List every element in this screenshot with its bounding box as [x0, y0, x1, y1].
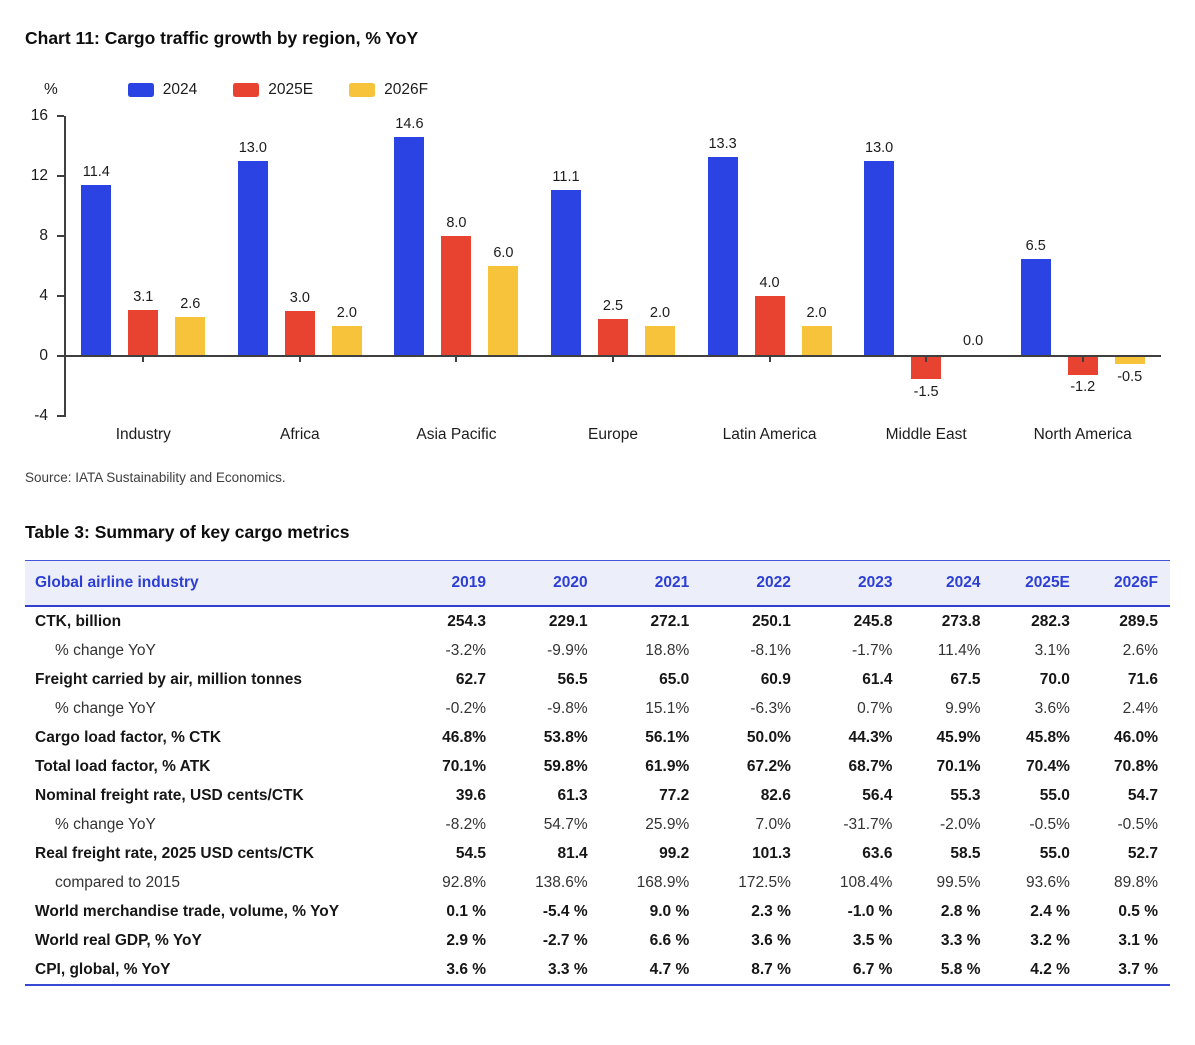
- table-cell-value: 25.9%: [645, 815, 690, 833]
- table-cell-value: 52.7: [1127, 844, 1158, 862]
- table-row-label: % change YoY: [55, 641, 156, 659]
- table-cell-value: -6.3%: [750, 699, 791, 717]
- bar-2026f-europe: [645, 326, 675, 356]
- bar-2026f-north-america: [1115, 357, 1145, 365]
- table-cell-value: 46.0%: [1114, 728, 1158, 746]
- table-cell-value: 45.8%: [1025, 728, 1070, 746]
- table-cell-value: 2.6%: [1122, 641, 1158, 659]
- bar-value-label: 3.1: [133, 288, 154, 305]
- table-cell-value: 7.0%: [755, 815, 791, 833]
- y-axis-tick-label: 12: [30, 167, 48, 184]
- table-row: [25, 636, 1170, 665]
- bar-2026f-industry: [175, 317, 205, 356]
- table-cell-value: 89.8%: [1114, 873, 1158, 891]
- table-cell-value: 4.2 %: [1030, 960, 1070, 978]
- 2024-legend-swatch: [128, 83, 154, 97]
- x-axis-tick-mark: [455, 356, 457, 362]
- table-cell-value: 61.9%: [645, 757, 690, 775]
- table-cell-value: 44.3%: [848, 728, 893, 746]
- table-cell-value: 0.1 %: [446, 902, 487, 920]
- y-axis-tick-mark: [57, 115, 64, 117]
- table-cell-value: 62.7: [455, 670, 487, 688]
- table-cell-value: 54.7%: [543, 815, 588, 833]
- bar-2025e-industry: [128, 310, 158, 357]
- table-cell-value: 245.8: [853, 612, 893, 630]
- table-cell-value: 70.1%: [442, 757, 487, 775]
- bar-2026f-africa: [332, 326, 362, 356]
- table-cell-value: -9.9%: [547, 641, 588, 659]
- 2025e-legend-swatch: [233, 83, 259, 97]
- table-cell-value: 63.6: [862, 844, 893, 862]
- table-cell-value: 3.3 %: [548, 960, 588, 978]
- table-row: [25, 839, 1170, 868]
- table-row-label: % change YoY: [55, 815, 156, 833]
- table-cell-value: 70.8%: [1114, 757, 1158, 775]
- legend-item: [349, 81, 428, 99]
- x-axis-label: Latin America: [722, 426, 817, 443]
- table-cell-value: 54.7: [1127, 786, 1158, 804]
- bar-2024-latin-america: [708, 157, 738, 357]
- table-row: [25, 955, 1170, 985]
- y-axis-tick-label: -4: [34, 407, 48, 424]
- table-cell-value: 172.5%: [738, 873, 791, 891]
- bar-value-label: -1.2: [1070, 379, 1096, 395]
- bar-value-label: 13.3: [708, 135, 737, 152]
- table-cell-value: -0.5%: [1029, 815, 1070, 833]
- bar-value-label: -0.5: [1117, 368, 1143, 385]
- table-header-cell: 2021: [654, 574, 690, 591]
- bar-value-label: 11.4: [82, 164, 110, 180]
- table-header-cell: 2026F: [1114, 574, 1158, 591]
- table-cell-value: -1.7%: [851, 641, 893, 659]
- y-axis-tick-mark: [57, 235, 64, 237]
- bar-value-label: 6.0: [493, 245, 514, 261]
- table-cell-value: 99.5%: [936, 873, 981, 891]
- table-row: [25, 752, 1170, 781]
- table-row-label: compared to 2015: [55, 873, 180, 891]
- table-row: [25, 926, 1170, 955]
- table-cell-value: 3.6%: [1034, 699, 1070, 717]
- table-cell-value: -8.2%: [445, 815, 487, 833]
- table-cell-value: 3.2 %: [1030, 931, 1070, 949]
- table-cell-value: -9.8%: [547, 699, 588, 717]
- table-cell-value: 3.3 %: [940, 931, 981, 949]
- table-header-cell: Global airline industry: [35, 574, 199, 591]
- table-cell-value: 3.7 %: [1118, 960, 1158, 978]
- bar-value-label: 2.0: [649, 305, 671, 321]
- table-cell-value: 56.4: [862, 786, 893, 804]
- table-header-cell: 2024: [946, 574, 981, 591]
- table-row-label: Cargo load factor, % CTK: [35, 728, 222, 746]
- table-cell-value: 61.3: [557, 786, 588, 804]
- table-cell-value: 2.4 %: [1030, 902, 1070, 920]
- y-axis-tick-label: 0: [39, 347, 48, 364]
- bar-value-label: 0.0: [963, 333, 984, 349]
- chart-legend-row: [44, 80, 1195, 100]
- x-axis-tick-mark: [1082, 356, 1084, 362]
- table-cell-value: 65.0: [659, 670, 690, 688]
- table-cell-value: 70.1%: [936, 757, 981, 775]
- table-cell-value: 70.0: [1039, 670, 1070, 688]
- y-axis-tick-mark: [57, 355, 64, 357]
- table-cell-value: 82.6: [760, 786, 791, 804]
- table-cell-value: 138.6%: [535, 873, 588, 891]
- bar-2025e-asia-pacific: [441, 236, 471, 356]
- table-cell-value: 6.6 %: [649, 931, 690, 949]
- table-cell-value: 58.5: [950, 844, 981, 862]
- table-cell-value: 6.7 %: [852, 960, 893, 978]
- table-cell-value: 254.3: [447, 612, 487, 630]
- table-cell-value: -3.2%: [445, 641, 487, 659]
- x-axis-tick-mark: [299, 356, 301, 362]
- table-header-cell: 2022: [756, 574, 791, 591]
- bar-value-label: 2.5: [602, 297, 624, 314]
- table-header-cell: 2025E: [1025, 574, 1070, 591]
- table-row: [25, 723, 1170, 752]
- table-cell-value: 11.4%: [937, 641, 981, 659]
- table-row: [25, 606, 1170, 636]
- table-cell-value: 53.8%: [543, 728, 588, 746]
- bar-2024-middle-east: [864, 161, 894, 356]
- table-row: [25, 897, 1170, 926]
- table-cell-value: 56.5: [557, 670, 588, 688]
- table-cell-value: 55.3: [950, 786, 981, 804]
- y-axis-tick-mark: [57, 175, 64, 177]
- table-cell-value: 229.1: [548, 612, 588, 630]
- legend-label: 2025E: [268, 81, 314, 98]
- y-axis-tick-label: 8: [39, 227, 48, 244]
- bar-value-label: 4.0: [759, 275, 780, 291]
- table-cell-value: 0.5 %: [1118, 902, 1158, 920]
- 2026f-legend-swatch: [349, 83, 375, 97]
- legend-label: 2024: [162, 81, 198, 98]
- bar-value-label: 2.0: [336, 305, 357, 321]
- table-cell-value: -0.5%: [1117, 815, 1158, 833]
- table-row-label: % change YoY: [55, 699, 156, 717]
- table-cell-value: 8.7 %: [751, 960, 791, 978]
- table-cell-value: 61.4: [862, 670, 893, 688]
- legend-item: [128, 81, 197, 99]
- cargo-metrics-table: [25, 560, 1170, 986]
- table-cell-value: 3.1 %: [1118, 931, 1158, 949]
- table-cell-value: 71.6: [1127, 670, 1158, 688]
- bar-value-label: 2.0: [806, 305, 827, 321]
- table-cell-value: 92.8%: [442, 873, 487, 891]
- table-cell-value: -1.0 %: [847, 902, 893, 920]
- table-cell-value: 2.9 %: [446, 931, 487, 949]
- table-cell-value: 168.9%: [636, 873, 690, 891]
- bar-2024-north-america: [1021, 259, 1051, 357]
- bar-value-label: -1.5: [913, 383, 939, 400]
- table-cell-value: 0.7%: [857, 699, 893, 717]
- table-cell-value: 93.6%: [1025, 873, 1070, 891]
- table-cell-value: 56.1%: [645, 728, 690, 746]
- bar-value-label: 3.0: [289, 290, 310, 306]
- chart-source: Source: IATA Sustainability and Economics.: [25, 470, 286, 485]
- x-axis-tick-mark: [612, 356, 614, 362]
- y-axis-tick-mark: [57, 415, 64, 417]
- bar-value-label: 8.0: [446, 215, 467, 231]
- table-cell-value: 81.4: [557, 844, 588, 862]
- table-cell-value: 9.0 %: [649, 902, 690, 920]
- table-cell-value: 289.5: [1119, 612, 1158, 630]
- bar-2025e-europe: [598, 319, 628, 357]
- table-row: [25, 665, 1170, 694]
- table-cell-value: 46.8%: [442, 728, 487, 746]
- table-cell-value: 55.0: [1039, 786, 1070, 804]
- y-axis-tick-label: 4: [39, 287, 48, 304]
- chart-legend: [128, 81, 464, 99]
- table-title: Table 3: Summary of key cargo metrics: [25, 522, 350, 542]
- table-cell-value: -2.7 %: [542, 931, 588, 949]
- table-cell-value: 3.5 %: [852, 931, 893, 949]
- table-cell-value: 77.2: [659, 786, 690, 804]
- x-axis-label: Asia Pacific: [416, 426, 497, 443]
- bar-value-label: 6.5: [1025, 237, 1046, 254]
- table-cell-value: 2.3 %: [751, 902, 791, 920]
- table-cell-value: 2.8 %: [940, 902, 981, 920]
- table-header-row: [25, 561, 1170, 607]
- table-row-label: Real freight rate, 2025 USD cents/CTK: [35, 844, 315, 862]
- bar-2026f-asia-pacific: [488, 266, 518, 356]
- x-axis-label: Middle East: [885, 426, 967, 443]
- table-cell-value: 68.7%: [848, 757, 893, 775]
- table-cell-value: -8.1%: [750, 641, 791, 659]
- table-row-label: Nominal freight rate, USD cents/CTK: [35, 786, 304, 804]
- table-cell-value: 50.0%: [746, 728, 791, 746]
- table-row: [25, 781, 1170, 810]
- bar-2025e-africa: [285, 311, 315, 356]
- table-cell-value: 273.8: [941, 612, 981, 630]
- table-cell-value: 108.4%: [839, 873, 893, 891]
- bar-2024-asia-pacific: [394, 137, 424, 356]
- table-cell-value: 67.5: [950, 670, 981, 688]
- table-cell-value: -5.4 %: [542, 902, 588, 920]
- bar-value-label: 13.0: [238, 140, 267, 156]
- table-cell-value: 55.0: [1039, 844, 1070, 862]
- table-cell-value: -31.7%: [843, 815, 893, 833]
- legend-label: 2026F: [384, 81, 429, 98]
- table-cell-value: 3.1%: [1034, 641, 1070, 659]
- y-axis-unit-label: %: [44, 81, 58, 98]
- table-cell-value: 67.2%: [746, 757, 791, 775]
- bar-2025e-latin-america: [755, 296, 785, 356]
- x-axis-label: Africa: [280, 426, 320, 443]
- table-header-cell: 2020: [553, 574, 588, 591]
- bar-2026f-latin-america: [802, 326, 832, 356]
- table-row: [25, 868, 1170, 897]
- table-cell-value: 272.1: [650, 612, 690, 630]
- bar-value-label: 11.1: [552, 168, 580, 185]
- bar-2024-africa: [238, 161, 268, 356]
- table-row-label: CPI, global, % YoY: [35, 960, 171, 978]
- table-cell-value: 5.8 %: [940, 960, 981, 978]
- table-row-label: World merchandise trade, volume, % YoY: [35, 902, 340, 920]
- table-row: [25, 810, 1170, 839]
- x-axis-tick-mark: [769, 356, 771, 362]
- bar-2024-europe: [551, 190, 581, 357]
- table-cell-value: 54.5: [455, 844, 487, 862]
- table-cell-value: 4.7 %: [649, 960, 690, 978]
- table-cell-value: 282.3: [1031, 612, 1070, 630]
- bar-2024-industry: [81, 185, 111, 356]
- table-cell-value: 60.9: [760, 670, 791, 688]
- bar-value-label: 13.0: [865, 140, 894, 156]
- table-row-label: World real GDP, % YoY: [35, 931, 202, 949]
- table-cell-value: 18.8%: [645, 641, 690, 659]
- y-axis-labels: [0, 107, 57, 424]
- table-cell-value: -2.0%: [940, 815, 981, 833]
- table-row-label: Total load factor, % ATK: [35, 757, 211, 775]
- x-axis-labels: [65, 426, 1161, 450]
- table-row-label: Freight carried by air, million tonnes: [35, 670, 303, 688]
- table-cell-value: 2.4%: [1122, 699, 1158, 717]
- table-cell-value: 15.1%: [645, 699, 690, 717]
- table-cell-value: -0.2%: [445, 699, 487, 717]
- table-cell-value: 3.6 %: [751, 931, 791, 949]
- table-cell-value: 250.1: [752, 612, 791, 630]
- table-cell-value: 59.8%: [543, 757, 588, 775]
- table-cell-value: 3.6 %: [446, 960, 487, 978]
- table-cell-value: 70.4%: [1025, 757, 1070, 775]
- table-row: [25, 694, 1170, 723]
- table-cell-value: 45.9%: [936, 728, 981, 746]
- table-cell-value: 101.3: [752, 844, 791, 862]
- table-row-label: CTK, billion: [35, 612, 122, 630]
- x-axis-label: North America: [1033, 426, 1132, 443]
- y-axis-tick-label: 16: [30, 107, 48, 124]
- chart-plot-area: [65, 116, 1161, 416]
- y-axis-line: [64, 116, 66, 417]
- table-cell-value: 99.2: [659, 844, 690, 862]
- x-axis-label: Industry: [115, 426, 171, 443]
- x-axis-label: Europe: [588, 426, 638, 443]
- chart-title: Chart 11: Cargo traffic growth by region, % YoY: [25, 28, 419, 48]
- legend-item: [233, 81, 313, 99]
- table-header-cell: 2023: [857, 574, 893, 591]
- bar-value-label: 2.6: [180, 296, 201, 312]
- bar-chart: [0, 107, 1195, 424]
- bar-value-label: 14.6: [395, 116, 424, 132]
- table-cell-value: 9.9%: [945, 699, 981, 717]
- x-axis-tick-mark: [925, 356, 927, 362]
- x-axis-tick-mark: [142, 356, 144, 362]
- table-header-cell: 2019: [451, 574, 487, 591]
- y-axis-tick-mark: [57, 295, 64, 297]
- table-cell-value: 39.6: [455, 786, 487, 804]
